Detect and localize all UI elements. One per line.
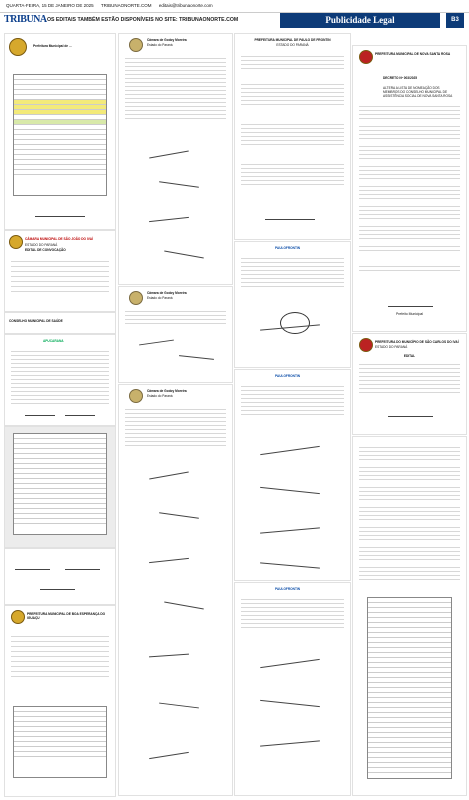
notice-col3-bottom: [234, 582, 351, 796]
notice-col2-mid: [118, 286, 233, 383]
crest-icon: [359, 50, 373, 64]
apucarana-title: APUCARANA: [43, 339, 64, 343]
block3-title: Câmara de Godoy Moreira: [147, 389, 187, 393]
seal-icon: [129, 389, 143, 403]
section-title: Publicidade Legal: [280, 13, 440, 28]
decreto-label: DECRETO Nº 003/2025: [383, 76, 418, 80]
notice-col1-top: [4, 33, 116, 230]
notice-col2-bottom: [118, 384, 233, 796]
crest-icon: [359, 338, 373, 352]
col3-title: PREFEITURA MUNICIPAL DE PAULO DE FRONTIN: [254, 38, 331, 42]
crest-icon: [9, 235, 23, 249]
col4-subtitle2: ESTADO DO PARANÁ: [375, 345, 408, 349]
notice-col1-signatures: [4, 548, 116, 605]
brand-label: PAULOFRONTIN: [275, 246, 301, 250]
col3-state: ESTADO DO PARANÁ: [276, 43, 309, 47]
col4-title: PREFEITURA MUNICIPAL DE NOVA SANTA ROSA: [375, 52, 451, 56]
decreto-body: ALTERA A LISTA DE NOMEAÇÃO DOS MEMBROS DO CONSELHO MUNICIPAL DE ASSISTÊNCIA SOCIAL DE NOVA SANTA ROSA: [383, 86, 453, 98]
block2-title: Câmara de Godoy Moreira: [147, 291, 187, 295]
seal-icon: [129, 291, 143, 305]
crest-icon: [9, 38, 27, 56]
email-link[interactable]: editais@tribunaonorte.com: [158, 3, 213, 8]
col4-title2: PREFEITURA DO MUNICÍPIO DE SÃO CARLOS DO IVAÍ: [375, 340, 459, 344]
state-label: ESTADO DO PARANÁ: [25, 243, 58, 247]
notice-col2-top: [118, 33, 233, 285]
block2-subtitle: Estado do Paraná: [147, 296, 173, 300]
notice-col1-table: [4, 426, 116, 548]
signature-line: [35, 216, 85, 217]
prefeitura-title: PREFEITURA MUNICIPAL DE BOA ESPERANÇA DO IGUAÇU: [27, 612, 106, 620]
notice-heading: Prefeitura Municipal de ...: [33, 44, 72, 48]
notice-col1-bottom: [4, 605, 116, 797]
edital-label: EDITAL DE CONVOCAÇÃO: [25, 248, 66, 252]
notice-col1-apucarana: [4, 334, 116, 426]
notice-col4-bottom: [352, 436, 467, 796]
notice-col4-top: [352, 45, 467, 332]
prefeito-label: Prefeito Municipal: [396, 312, 423, 316]
seal-icon: [129, 38, 143, 52]
city-title: CÂMARA MUNICIPAL DE SÃO JOÃO DO IVAÍ: [25, 237, 93, 241]
council-label: CONSELHO MUNICIPAL DE SAÚDE: [9, 319, 63, 323]
logo: TRIBUNA: [4, 14, 44, 28]
top-bar: [0, 0, 469, 13]
notice-col3-mid1: [234, 241, 351, 368]
notice-col3-mid2: [234, 369, 351, 581]
site-link[interactable]: TRIBUNAONORTE.COM: [100, 3, 152, 8]
crest-icon: [11, 610, 25, 624]
notice-col4-mid: [352, 333, 467, 435]
notice-col1-mid: [4, 230, 116, 312]
date-line: QUARTA-FEIRA, 15 DE JANEIRO DE 2025: [6, 3, 94, 8]
brand-label-3: PAULOFRONTIN: [275, 587, 301, 591]
notice-col3-top: [234, 33, 351, 240]
brand-label-2: PAULOFRONTIN: [275, 374, 301, 378]
block3-subtitle: Estado do Paraná: [147, 394, 173, 398]
block1-subtitle: Estado do Paraná: [147, 43, 173, 47]
edital2-label: EDITAL: [403, 354, 416, 358]
notice-table: [13, 74, 107, 196]
block1-title: Câmara de Godoy Moreira: [147, 38, 187, 42]
notice-col1-small: [4, 312, 116, 334]
page-number: B3: [446, 13, 464, 28]
headline: OS EDITAIS TAMBÉM ESTÃO DISPONÍVEIS NO SITE: TRIBUNAONORTE.COM: [47, 17, 239, 23]
